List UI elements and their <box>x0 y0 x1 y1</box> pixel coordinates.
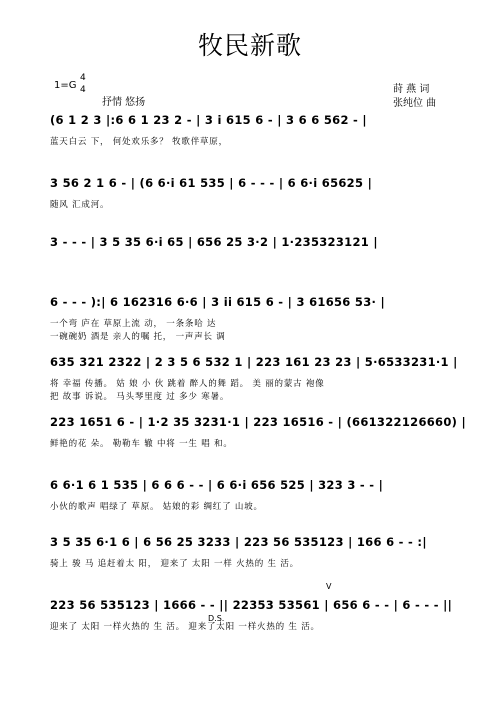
score-notes-line: 6 - - - ):| 6 162316 6·6 | 3 ii 615 6 - | 3 61656 53· | <box>50 295 385 309</box>
score-notes-line: (6 1 2 3 |:6 6 1 23 2 - | 3 i 615 6 - | 3 6 6 562 - | <box>50 113 367 127</box>
lyrics-line: 迎来了 太阳 一样火热的 生 活。 迎来了太阳 一样火热的 生 活。 <box>50 622 320 632</box>
composer-credit: 张纯位 曲 <box>393 98 437 109</box>
lyrics-line: 一个弯 庐在 草原上流 动， 一条条哈 达 <box>50 319 217 329</box>
lyricist-credit: 莳 燕 词 <box>393 84 430 95</box>
time-signature-top: 4 <box>80 73 86 83</box>
score-notes-line: 3 56 2 1 6 - | (6 6·i 61 535 | 6 - - - | 6 6·i 65625 | <box>50 176 373 190</box>
ds-marking: D.S. <box>208 614 225 623</box>
volta-marking: V <box>326 582 332 591</box>
lyrics-line: 鲜艳的花 朵。 勒勒车 辙 中将 一生 唱 和。 <box>50 439 233 449</box>
score-notes-line: 635 321 2322 | 2 3 5 6 532 1 | 223 161 23 23 | 5·6533231·1 | <box>50 355 458 369</box>
song-title: 牧民新歌 <box>197 31 302 60</box>
lyrics-line: 将 幸福 传播。 姑 娘 小 伙 跳着 醉人的舞 蹈。 美 丽的蒙古 袍像 <box>50 379 325 389</box>
score-notes-line: 3 - - - | 3 5 35 6·i 65 | 656 25 3·2 | 1·235323121 | <box>50 235 378 249</box>
score-notes-line: 223 1651 6 - | 1·2 35 3231·1 | 223 16516 - | (661322126660) | <box>50 415 467 429</box>
score-notes-line: 6 6·1 6 1 535 | 6 6 6 - - | 6 6·i 656 525 | 323 3 - - | <box>50 478 384 492</box>
lyrics-line: 蓝天白云 下， 何处欢乐多？ 牧歌伴草原， <box>50 137 228 147</box>
tempo-marking: 抒情 悠扬 <box>102 97 146 108</box>
time-signature-bottom: 4 <box>80 85 86 95</box>
lyrics-line: 随风 汇成河。 <box>50 200 110 210</box>
lyrics-line: 一碗碗奶 酒是 亲人的嘱 托， 一声声长 调 <box>50 332 226 342</box>
score-notes-line: 3 5 35 6·1 6 | 6 56 25 3233 | 223 56 535123 | 166 6 - - :| <box>50 535 427 549</box>
lyrics-line: 把 故事 诉说。 马头琴里度 过 多少 寒暑。 <box>50 392 230 402</box>
lyrics-line: 骑上 骏 马 追赶着太 阳， 迎来了 太阳 一样 火热的 生 活。 <box>50 559 299 569</box>
lyrics-line: 小伙的歌声 唱绿了 草原。 姑娘的彩 绸红了 山坡。 <box>50 502 263 512</box>
key-signature: 1=G <box>54 80 77 91</box>
score-notes-line: 223 56 535123 | 1666 - - || 22353 53561 | 656 6 - - | 6 - - - || <box>50 598 453 612</box>
